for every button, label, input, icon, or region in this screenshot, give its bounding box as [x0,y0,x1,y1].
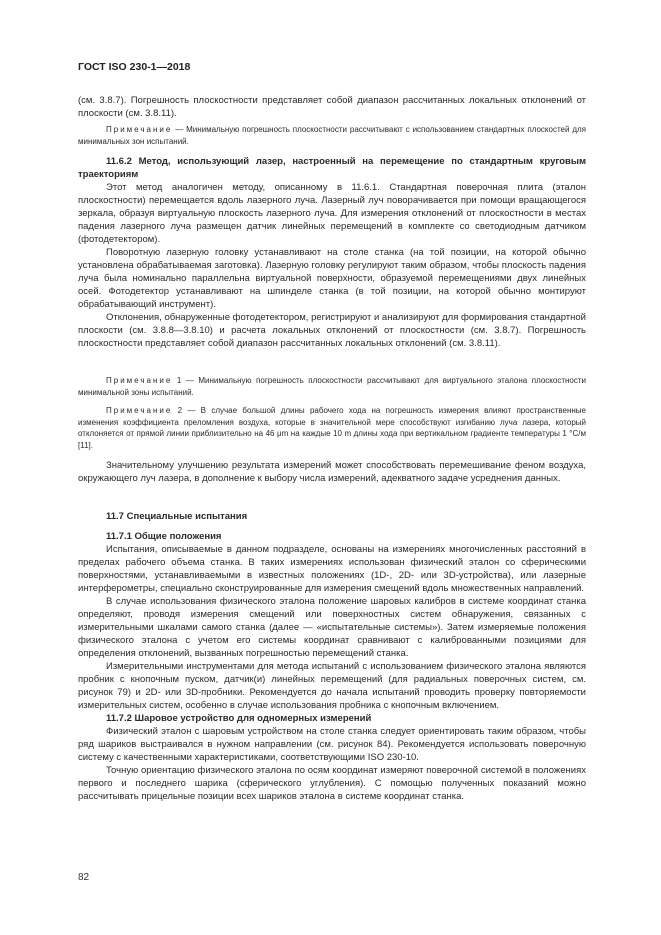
text-body-1 [78,94,586,120]
note-label: Примечание [106,406,173,415]
text-body-5 [78,530,586,803]
paragraph: Этот метод аналогичен методу, описанному в 11.6.1. Стандартная поверочная плита (эталон плоскостности) перемещается вдоль лазерного луча. Лазерный луч поворачивается при помощи вращающегося зеркала, образуя виртуальную плоскость лазерного луча. Для измерения отклонений от плоскостности в местах падения лазерного луча размещен датчик линейных перемещений в комплекте со светодиодным датчиком (фотодетектором). [78,182,586,245]
text-body-3 [78,459,586,485]
page-header-title: ГОСТ ISO 230-1—2018 [78,61,191,73]
paragraph: Поворотную лазерную головку устанавливают на столе станка (на той позиции, на которой обычно установлена обрабатываемая заготовка). Лазерную головку регулируют таким образом, чтобы плоскость падения луча была номинально параллельна виртуальной поверхности, образуемой перемещениями двух линейных осей. Фотодетектор устанавливают на шпинделе станка (в той позиции, на которой обычно монтируют обрабатывающий инструмент). [78,247,586,310]
note [78,375,586,398]
paragraph: Измерительными инструментами для метода испытаний с использованием физического эталона являются пробник с кнопочным пуском, датчик(и) линейных перемещений (для радиальных поверочных систем, см. рисунок 79) и 2D- или 3D-пробники. Рекомендуется до начала испытаний проводить проверку повторяемости измерительных систем, особенно в случае использования пробника с кнопочным включением. [78,661,586,711]
paragraph: Физический эталон с шаровым устройством на столе станка следует ориентировать таким образом, чтобы ряд шариков выстраивался в нужном направлении (см. рисунок 84). Рекомендуется использовать поверочную систему с качественными характеристиками, соответствующими ISO 230-10. [78,726,586,763]
paragraph: Точную ориентацию физического эталона по осям координат измеряют поверочной системой в положениях первого и последнего шарика (сферического углубления). С помощью полученных показаний можно рассчитывать прицельные позиции всех шариков эталона в системе координат станка. [78,765,586,802]
section-heading: 11.7.2 Шаровое устройство для одномерных измерений [106,713,372,724]
paragraph: В случае использования физического эталона положение шаровых калибров в системе координат станка определяют, проводя измерения смещений или поверхностных систем обнаружения, связанных с измерительными шкалами самого станка (далее — «испытательные системы»). Затем измеряемые положения физического эталона с учетом его системы координат сравнивают с калиброванными позициями для определения отклонений, вызванных погрешностью перемещений станка. [78,596,586,659]
section-heading: 11.7.1 Общие положения [106,531,222,542]
note [78,405,586,451]
section-heading: 11.7 Специальные испытания [106,511,248,522]
note-text: 2 — В случае большой длины рабочего хода на погрешность измерения влияют пространственные изменения коэффициента преломления воздуха, которые в значительной мере способствуют изгибанию луча лазера, который отклоняется от прямой линии приблизительно на 46 μm на каждые 10 m длины хода при вертикальном градиенте температуры 1 °C/м [11]. [78,406,586,450]
note [78,124,586,147]
note-text: 1 — Минимальную погрешность плоскостности рассчитывают для виртуального эталона плоскостности минимальной зоны испытаний. [78,376,586,397]
paragraph: (см. 3.8.7). Погрешность плоскостности представляет собой диапазон рассчитанных локальных отклонений от плоскости (см. 3.8.11). [78,95,586,119]
note-label: Примечание [106,125,173,134]
note-text: — Минимальную погрешность плоскостности рассчитывают с использованием стандартных плоскостей для минимальных зон испытаний. [78,125,586,146]
page-number: 82 [78,872,90,883]
section-heading: 11.6.2 Метод, использующий лазер, настроенный на перемещение по стандартным круговым траекториям [78,156,586,180]
paragraph: Испытания, описываемые в данном подразделе, основаны на измерениях многочисленных расстояний в пределах рабочего объема станка. В таких измерениях использован физический эталон со сферическими поверхностями, устанавливаемыми в известных положениях (1D-, 2D- или 3D-устройства), или лазерные интерферометры, специально сконструированные для измерения смещений вдоль множественных направлений. [78,544,586,594]
paragraph: Отклонения, обнаруженные фотодетектором, регистрируют и анализируют для формирования стандартной плоскости (см. 3.8.8—3.8.10) и расчета локальных отклонений от плоскостности (см. 3.8.7). Погрешность плоскостности представляет собой диапазон рассчитанных локальных отклонений (см. 3.8.11). [78,312,586,349]
paragraph: Значительному улучшению результата измерений может способствовать перемешивание феном воздуха, окружающего луч лазера, в дополнение к выбору числа измерений, адекватного задаче усреднения данных. [78,460,586,484]
text-body-4 [78,510,586,523]
note-label: Примечание [106,376,173,385]
text-body-2 [78,155,586,350]
